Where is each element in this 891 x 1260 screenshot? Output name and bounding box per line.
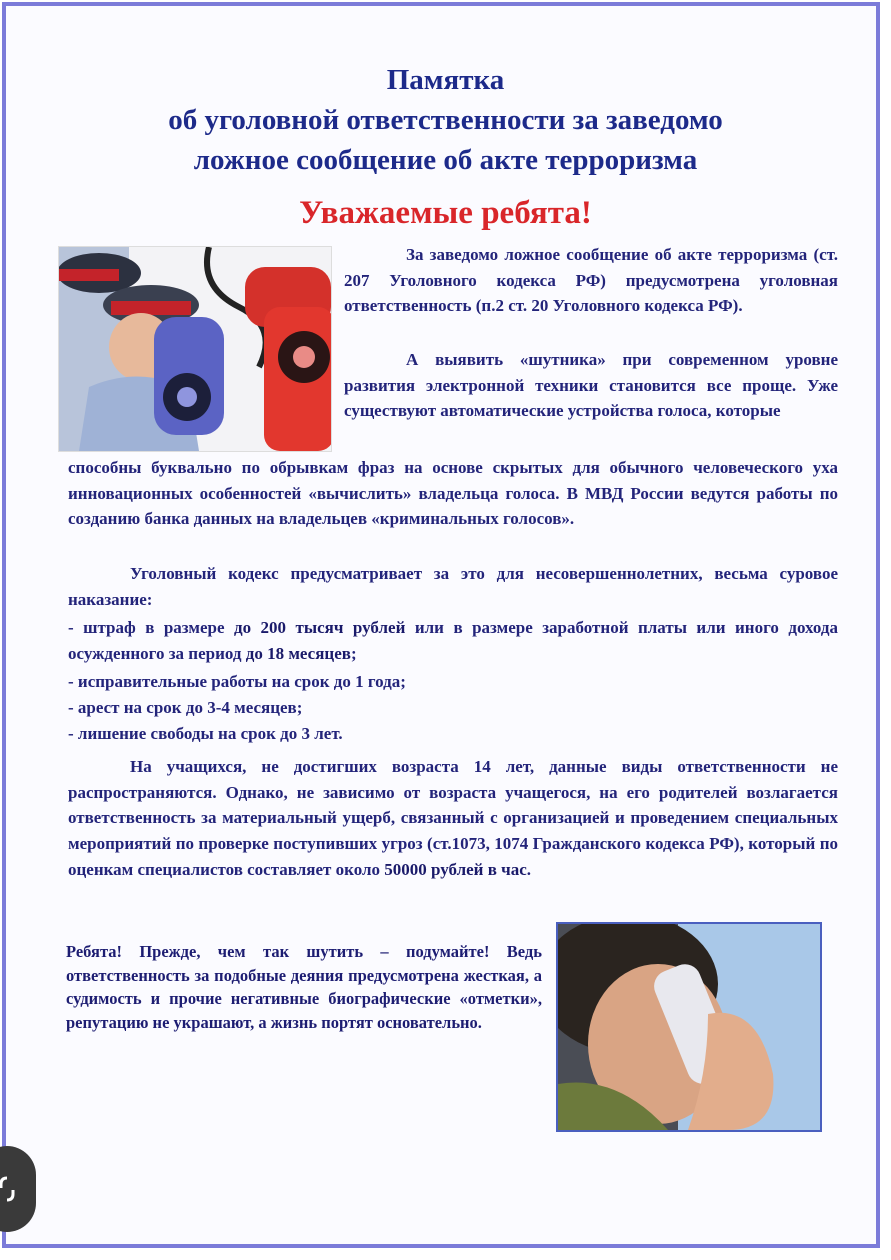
penalty-arrest: - арест на срок до 3-4 месяцев; bbox=[68, 698, 303, 717]
page-title bbox=[0, 60, 891, 180]
paragraph-4: На учащихся, не достигших возраста 14 лет, данные виды ответственности не распространяются. Однако, не зависимо от возраста учащегося, на его родителей возлагается ответственность за материальный ущерб, связанный с организацией и проведением специальных мероприятий по проверке поступивших угроз (ст.1073, 1074 Гражданского кодекса РФ), который по оценкам специалистов составляет около 50000 рублей в час. bbox=[68, 757, 838, 879]
link-icon bbox=[0, 1174, 17, 1204]
title-line-2: об уголовной ответственности за заведомо bbox=[168, 104, 723, 136]
penalty-fine: - штраф в размере до 200 тысяч рублей или в размере заработной платы или иного дохода осужденного за период до 18 месяцев; bbox=[68, 618, 838, 663]
paragraph-1: За заведомо ложное сообщение об акте терроризма (ст. 207 Уголовного кодекса РФ) предусмотрена уголовная ответственность (п.2 ст. 20 Уголовного кодекса РФ). bbox=[344, 245, 838, 316]
title-line-1: Памятка bbox=[386, 64, 505, 96]
paragraph-3: Уголовный кодекс предусматривает за это для несовершеннолетних, весьма суровое наказание: bbox=[68, 564, 838, 609]
closing-warning: Ребята! Прежде, чем так шутить – подумайте! Ведь ответственность за подобные деяния предусмотрена жесткая, а судимость и прочие негативные биографические «отметки», репутацию не украшают, а жизнь портят основательно. bbox=[66, 942, 542, 1032]
paragraph-2-top: А выявить «шутника» при современном уровне развития электронной техники становится все проще. Уже существуют автоматические устройства голоса, которые bbox=[344, 350, 838, 421]
person-on-phone-photo bbox=[556, 922, 822, 1132]
police-telephones-photo bbox=[58, 246, 332, 452]
greeting-heading: Уважаемые ребята! bbox=[299, 195, 592, 231]
penalty-corrective-work: - исправительные работы на срок до 1 года; bbox=[68, 672, 406, 691]
side-handle[interactable] bbox=[0, 1146, 36, 1232]
paragraph-2-bottom: способны буквально по обрывкам фраз на основе скрытых для обычного человеческого уха инновационных особенностей «вычислить» владельца голоса. В МВД России ведутся работы по созданию банка данных на владельцев «криминальных голосов». bbox=[68, 458, 838, 529]
penalty-imprisonment: - лишение свободы на срок до 3 лет. bbox=[68, 724, 343, 743]
title-line-3: ложное сообщение об акте терроризма bbox=[193, 144, 698, 176]
